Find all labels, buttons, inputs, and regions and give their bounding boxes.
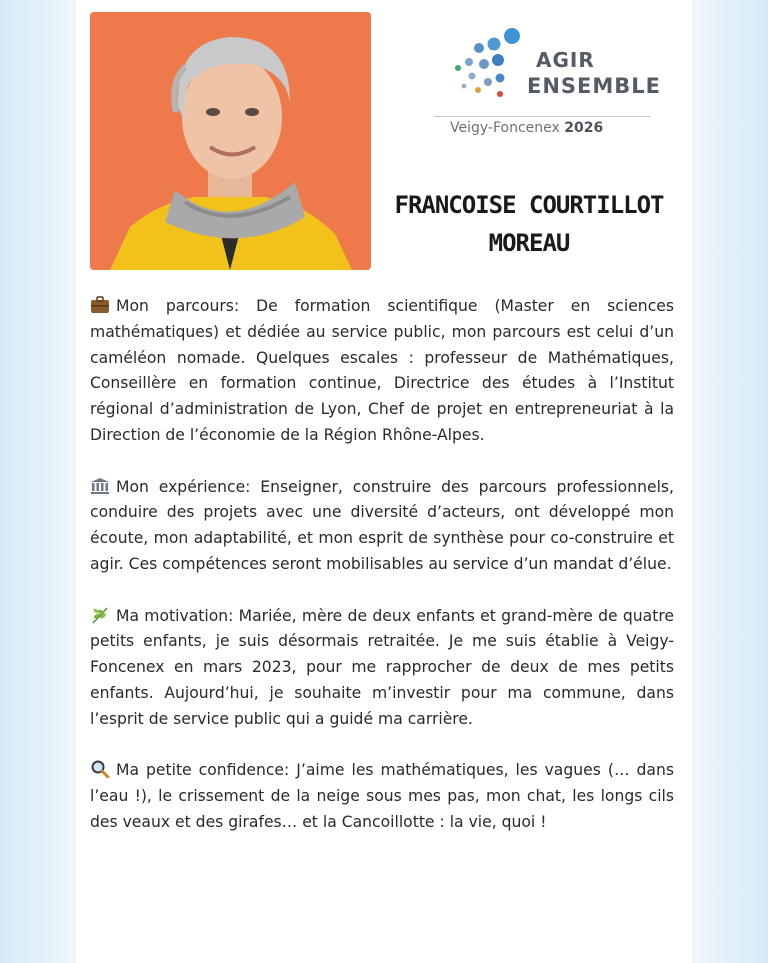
section-experience bbox=[90, 475, 674, 578]
section-text: Mon expérience: Enseigner, construire des parcours professionnels, conduire des projets avec une diversité d’acteurs, ont développé mon écoute, mon adaptabilité, et mon esprit de synthèse pour co-construire et agir. Ces compétences seront mobilisables au service d’un mandat d’élue. bbox=[90, 477, 674, 573]
logo-title-line2: ENSEMBLE bbox=[527, 74, 662, 98]
section-motivation bbox=[90, 604, 674, 733]
candidate-name bbox=[374, 186, 684, 262]
candidate-name-line1: FRANCOISE COURTILLOT bbox=[394, 191, 664, 219]
section-confidence bbox=[90, 758, 674, 835]
candidate-card bbox=[76, 0, 692, 963]
logo-title-line1: AGIR bbox=[536, 48, 595, 72]
candidate-name-line2: MOREAU bbox=[488, 229, 570, 257]
magnifying-glass-icon bbox=[90, 760, 110, 778]
logo-dots-icon bbox=[414, 24, 524, 114]
briefcase-icon bbox=[90, 296, 110, 314]
logo-subtitle bbox=[450, 120, 603, 136]
section-text: Ma petite confidence: J’aime les mathématiques, les vagues (… dans l’eau !), le crissement de la neige sous mes pas, mon chat, les longs cils des veaux et des girafes… et la Cancoillotte : la vie, quoi ! bbox=[90, 761, 674, 831]
agir-ensemble-logo bbox=[414, 24, 662, 144]
section-text: Ma motivation: Mariée, mère de deux enfants et grand-mère de quatre petits enfants, je suis désormais retraitée. Je me suis établie à Veigy-Foncenex en mars 2023, pour me rapprocher de deux de mes petits enfants. Aujourd’hui, je souhaite m’investir pour ma commune, dans l’esprit de service public qui a guidé ma carrière. bbox=[90, 606, 674, 728]
section-text: Mon parcours: De formation scientifique (Master en sciences mathématiques) et dédiée au service public, mon parcours est celui d’un caméléon nomade. Quelques escales : professeur de Mathématiques, Conseillère en formation continue, Directrice des études à l’Institut régional d’administration de Lyon, Chef de projet en entrepreneuriat à la Direction de l’économie de la Région Rhône-Alpes. bbox=[90, 297, 674, 444]
candidate-bio bbox=[90, 294, 674, 862]
logo-town: Veigy-Foncenex bbox=[450, 120, 560, 136]
candidate-photo bbox=[90, 12, 371, 270]
herb-icon bbox=[90, 606, 110, 624]
classical-building-icon bbox=[90, 477, 110, 495]
section-parcours bbox=[90, 294, 674, 449]
logo-divider bbox=[434, 116, 650, 117]
logo-year: 2026 bbox=[564, 120, 604, 136]
